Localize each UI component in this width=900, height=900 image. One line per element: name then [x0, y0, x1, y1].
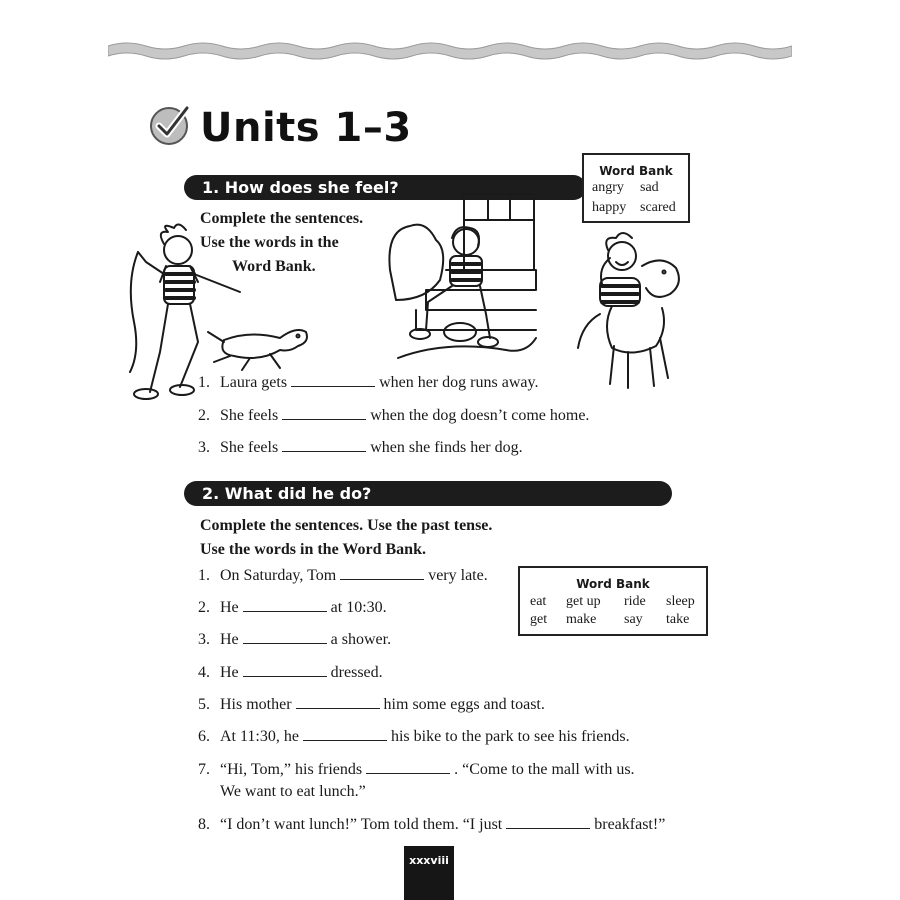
answer-blank[interactable] [291, 372, 375, 387]
word-bank-word: take [666, 612, 690, 627]
word-bank-word: make [566, 612, 597, 627]
exercise-2-item-2: 2. He at 10:30. [198, 599, 387, 616]
page-number: xxxviii [404, 846, 454, 900]
word-bank-1 [582, 153, 690, 223]
exercise-1-item-3: 3. She feels when she finds her dog. [198, 439, 523, 456]
word-bank-word: get [530, 612, 548, 627]
exercise-2-item-4: 4. He dressed. [198, 664, 383, 681]
answer-blank[interactable] [296, 694, 380, 709]
sad-girl-on-steps-illustration [386, 190, 546, 370]
exercise-2-item-7: 7. “Hi, Tom,” his friends . “Come to the mall with us. We want to eat lunch.” [198, 761, 635, 800]
answer-blank[interactable] [366, 759, 450, 774]
word-bank-word: scared [640, 200, 676, 215]
word-bank-word: sad [640, 180, 659, 195]
exercise-2-item-3: 3. He a shower. [198, 631, 392, 648]
word-bank-word: ride [624, 594, 646, 609]
answer-blank[interactable] [243, 662, 327, 677]
word-bank-word: angry [592, 180, 624, 195]
section-2-heading: 2. What did he do? [184, 481, 672, 506]
word-bank-word: get up [566, 594, 601, 609]
happy-girl-hugging-dog-illustration [572, 228, 696, 396]
word-bank-word: eat [530, 594, 547, 609]
answer-blank[interactable] [243, 629, 327, 644]
checkmark-icon [147, 102, 193, 148]
word-bank-title: Word Bank [599, 164, 673, 178]
exercise-1-item-1: 1. Laura gets when her dog runs away. [198, 374, 539, 391]
word-bank-title: Word Bank [576, 577, 650, 591]
wavy-header-band [108, 38, 792, 64]
word-bank-word: say [624, 612, 643, 627]
answer-blank[interactable] [282, 437, 366, 452]
exercise-2-item-8: 8. “I don’t want lunch!” Tom told them. “I just breakfast!” [198, 816, 666, 833]
exercise-2-item-5: 5. His mother him some eggs and toast. [198, 696, 545, 713]
section-1-instructions: Complete the sentences. Use the words in the Word Bank. [200, 210, 364, 275]
word-bank-2 [518, 566, 708, 636]
exercise-2-item-1: 1. On Saturday, Tom very late. [198, 567, 488, 584]
exercise-2-item-6: 6. At 11:30, he his bike to the park to see his friends. [198, 728, 630, 745]
section-2-instructions: Complete the sentences. Use the past tense. Use the words in the Word Bank. [200, 517, 493, 558]
exercise-1-item-2: 2. She feels when the dog doesn’t come home. [198, 407, 590, 424]
page-title: Units 1–3 [200, 105, 412, 151]
word-bank-word: happy [592, 200, 627, 215]
answer-blank[interactable] [282, 405, 366, 420]
answer-blank[interactable] [303, 726, 387, 741]
answer-blank[interactable] [506, 814, 590, 829]
answer-blank[interactable] [340, 565, 424, 580]
section-1-heading: 1. How does she feel? [184, 175, 586, 200]
answer-blank[interactable] [243, 597, 327, 612]
word-bank-word: sleep [666, 594, 695, 609]
